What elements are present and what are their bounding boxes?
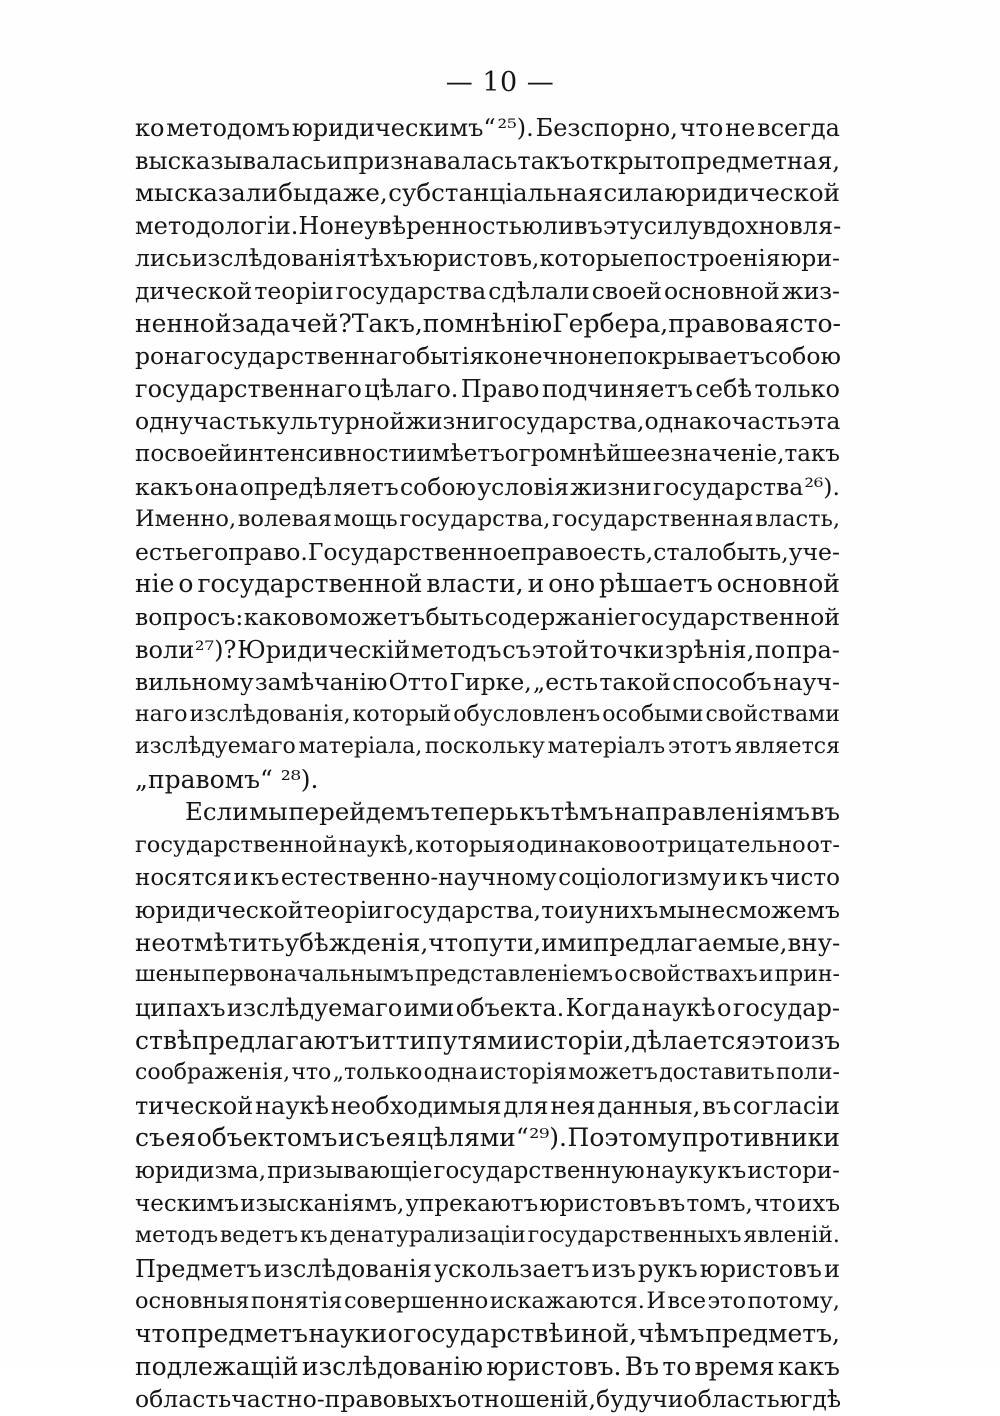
text-line: юридизма, призывающіе государственную науку къ истори- xyxy=(135,1158,840,1184)
text-line: изслѣдуемаго матеріала, поскольку матеріалъ этотъ является xyxy=(135,734,840,760)
text-line: ствѣ предлагаютъ итти путями исторіи, дѣлается это изъ xyxy=(135,1025,841,1055)
text-line: основныя понятія совершенно искажаются. И все это потому, xyxy=(135,1288,840,1315)
text-line: рона государственнаго бытія конечно не покрываетъ собою xyxy=(135,342,841,371)
text-line: ніе о государственной власти, и оно рѣшаетъ основной xyxy=(135,569,840,599)
text-line: дической теоріи государства сдѣлали своей основной жиз- xyxy=(135,276,840,305)
text-line: Если мы перейдемъ теперь къ тѣмъ направленіямъ въ xyxy=(185,797,840,827)
text-line: „правомъ“ ²⁸). xyxy=(135,764,319,794)
text-line: воли ²⁷)? Юридическій методъ съ этой точки зрѣнія, по пра- xyxy=(135,635,840,664)
text-line: что предметъ науки о государствѣ иной, чѣмъ предметъ, xyxy=(135,1318,840,1348)
text-line: одну часть культурной жизни государства, однако часть эта xyxy=(135,407,841,436)
text-line: соображенія, что „только одна исторія можетъ доставить поли- xyxy=(135,1060,840,1086)
text-line: государственной наукѣ, которыя одинаково отрицательно от- xyxy=(135,832,840,859)
text-line: ненной задачей? Такъ, по мнѣнію Гербера, правовая сто- xyxy=(135,308,841,338)
text-line: Предметъ изслѣдованія ускользаетъ изъ рукъ юристовъ и xyxy=(135,1254,840,1283)
text-line: носятся и къ естественно-научному соціологизму и къ чисто xyxy=(135,864,840,891)
text-line: подлежащій изслѣдованію юристовъ. Въ то время какъ xyxy=(135,1351,840,1381)
text-line: наго изслѣдованія, который обусловленъ особыми свойствами xyxy=(135,701,840,727)
text-line: юридической теоріи государства, то и у нихъ мы не сможемъ xyxy=(135,896,840,925)
text-line: шены первоначальнымъ представленіемъ о свойствахъ и прин- xyxy=(135,962,840,988)
text-line: Именно, волевая мощь государства, государственная власть, xyxy=(135,506,840,533)
text-line: методологіи. Но не увѣренностью ли въ эту силу вдохновля- xyxy=(135,211,842,240)
body-text xyxy=(135,112,840,1416)
text-line: государственнаго цѣлаго. Право подчиняетъ себѣ только xyxy=(135,374,840,403)
text-line: тической наукѣ необходимыя для нея данныя, въ согласіи xyxy=(135,1091,840,1120)
text-line: вопросъ: каково можетъ быть содержаніе государственной xyxy=(135,602,840,631)
text-line: вильному замѣчанію Отто Гирке, „есть такой способъ науч- xyxy=(135,668,840,697)
text-line: ко методомъ юридическимъ“ ²⁵). Безспорно, что не всегда xyxy=(135,114,840,142)
text-line: лись изслѣдованія тѣхъ юристовъ, которые построенія юри- xyxy=(135,244,840,273)
text-line: ческимъ изысканіямъ, упрекаютъ юристовъ въ томъ, что ихъ xyxy=(135,1190,840,1217)
text-line: какъ она опредѣляетъ собою условія жизни государства ²⁶). xyxy=(135,472,840,501)
text-line: высказывалась и признавалась такъ открыто предметная, xyxy=(135,146,840,175)
text-line: область частно-правовыхъ отношеній, будучи областью гдѣ xyxy=(135,1385,842,1414)
text-line: методъ ведетъ къ денатурализаціи государственныхъ явленій. xyxy=(135,1223,840,1249)
text-line: ципахъ изслѣдуемаго ими объекта. Когда наукѣ о государ- xyxy=(135,994,840,1023)
page-number: — 10 — xyxy=(445,67,555,98)
text-line: не отмѣтить убѣжденія, что пути, ими предлагаемые, вну- xyxy=(135,927,841,957)
text-line: есть его право. Государственное право есть, стало быть, уче- xyxy=(135,537,840,566)
text-line: по своей интенсивности имѣетъ огромнѣйшее значеніе, такъ xyxy=(135,440,840,467)
text-line: мы сказали бы даже, субстанціальная сила юридической xyxy=(135,178,840,208)
text-line: съ ея объектомъ и съ ея цѣлями“ ²⁹). Поэтому противники xyxy=(135,1123,840,1153)
